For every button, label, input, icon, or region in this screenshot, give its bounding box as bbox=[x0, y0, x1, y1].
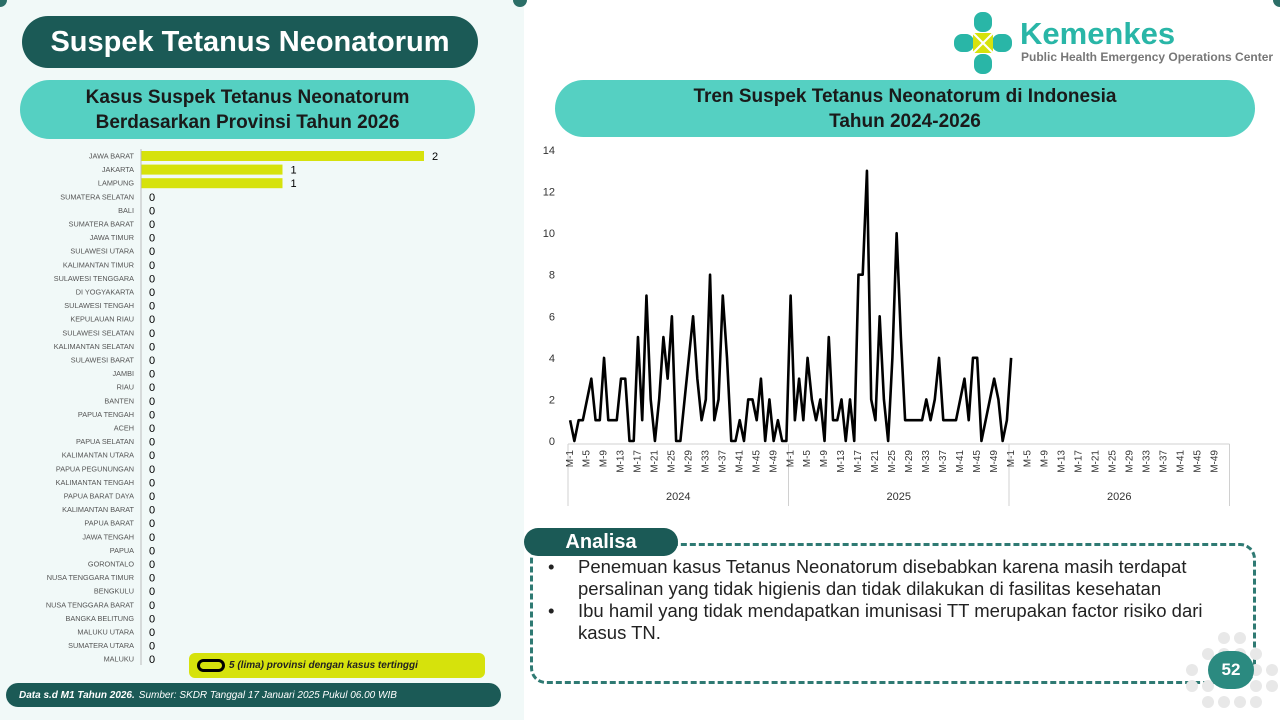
week-tick-label: M-21 bbox=[649, 450, 661, 473]
bar-category-label: PAPUA TENGAH bbox=[77, 409, 134, 419]
bar-category-label: BANGKA BELITUNG bbox=[65, 613, 134, 623]
bar-value-label: 0 bbox=[149, 246, 156, 259]
footer-data-note: Data s.d M1 Tahun 2026. bbox=[19, 689, 135, 701]
bar-category-label: DI YOGYAKARTA bbox=[75, 287, 134, 297]
y-tick-label: 8 bbox=[548, 269, 555, 282]
week-tick-label: M-17 bbox=[632, 450, 644, 473]
bar-category-label: PAPUA BARAT bbox=[84, 518, 134, 528]
footer-source: Sumber: SKDR Tanggal 17 Januari 2025 Pukul 06.00 WIB bbox=[138, 689, 397, 701]
bar-value-label: 0 bbox=[149, 327, 156, 340]
bar-category-label: KALIMANTAN UTARA bbox=[61, 450, 134, 460]
week-tick-label: M-21 bbox=[1090, 450, 1102, 473]
week-tick-label: M-29 bbox=[903, 450, 915, 473]
week-tick-label: M-13 bbox=[615, 450, 627, 473]
bar-value-label: 0 bbox=[149, 300, 156, 313]
footer bbox=[6, 683, 501, 707]
kemenkes-logo-icon bbox=[952, 10, 1016, 76]
bar-value-label: 0 bbox=[149, 409, 156, 422]
week-tick-label: M-1 bbox=[564, 450, 576, 468]
bar-category-label: SUMATERA SELATAN bbox=[60, 192, 134, 202]
bar bbox=[141, 151, 424, 161]
week-tick-label: M-13 bbox=[1056, 450, 1068, 473]
week-tick-label: M-41 bbox=[1175, 450, 1187, 473]
bar-category-label: SULAWESI SELATAN bbox=[62, 328, 134, 338]
bar-value-label: 0 bbox=[149, 491, 156, 503]
week-tick-label: M-5 bbox=[581, 450, 593, 468]
bar-category-label: JAWA TIMUR bbox=[89, 233, 134, 243]
bar-value-label: 0 bbox=[149, 545, 156, 558]
year-label: 2026 bbox=[1107, 491, 1132, 503]
bar-category-label: RIAU bbox=[116, 382, 134, 392]
week-tick-label: M-29 bbox=[683, 450, 695, 473]
bar-category-label: KALIMANTAN SELATAN bbox=[53, 341, 134, 351]
week-tick-label: M-45 bbox=[1192, 450, 1204, 473]
y-tick-label: 12 bbox=[542, 186, 555, 199]
trend-line-chart bbox=[530, 140, 1240, 515]
y-tick-label: 10 bbox=[542, 228, 555, 241]
bar-value-label: 1 bbox=[290, 178, 297, 191]
bar-value-label: 0 bbox=[149, 355, 156, 367]
week-tick-label: M-49 bbox=[768, 450, 780, 473]
week-tick-label: M-25 bbox=[1107, 450, 1119, 473]
bar-value-label: 0 bbox=[149, 572, 156, 585]
bar-category-label: JAWA BARAT bbox=[88, 151, 134, 161]
bar-value-label: 0 bbox=[149, 287, 156, 299]
corner-decoration bbox=[1273, 0, 1280, 7]
week-tick-label: M-37 bbox=[1158, 450, 1170, 473]
bar-category-label: JAKARTA bbox=[101, 165, 134, 175]
bar-value-label: 0 bbox=[149, 518, 156, 531]
week-tick-label: M-33 bbox=[920, 450, 932, 473]
bar-value-label: 0 bbox=[149, 314, 156, 327]
bar-category-label: BENGKULU bbox=[93, 586, 134, 596]
bar-category-label: KALIMANTAN TIMUR bbox=[62, 260, 134, 270]
bar-chart-title-line-1: Kasus Suspek Tetanus Neonatorum bbox=[85, 86, 410, 108]
bar bbox=[141, 165, 283, 175]
bar-value-label: 0 bbox=[149, 463, 156, 476]
bar-value-label: 0 bbox=[149, 613, 156, 626]
bar-category-label: MALUKU bbox=[103, 654, 134, 664]
week-tick-label: M-49 bbox=[1209, 450, 1221, 473]
bar-value-label: 0 bbox=[149, 423, 156, 435]
bar-value-label: 0 bbox=[149, 559, 156, 571]
bar-category-label: NUSA TENGGARA TIMUR bbox=[46, 573, 134, 583]
bar-category-label: PAPUA bbox=[109, 545, 134, 555]
bar-category-label: SUMATERA BARAT bbox=[68, 219, 134, 229]
bar-value-label: 0 bbox=[149, 450, 156, 463]
week-tick-label: M-45 bbox=[751, 450, 763, 473]
page-title: Suspek Tetanus Neonatorum bbox=[22, 16, 478, 68]
bar-value-label: 0 bbox=[149, 531, 156, 544]
line-chart-title-line-2: Tahun 2024-2026 bbox=[829, 110, 981, 132]
week-tick-label: M-45 bbox=[971, 450, 983, 473]
bar-category-label: SULAWESI TENGAH bbox=[64, 301, 134, 311]
bar-category-label: SULAWESI BARAT bbox=[70, 355, 134, 365]
bar-value-label: 0 bbox=[149, 436, 156, 449]
y-tick-label: 14 bbox=[542, 145, 555, 157]
bar-value-label: 0 bbox=[149, 627, 156, 639]
bar-value-label: 0 bbox=[149, 640, 156, 653]
bar-category-label: JAMBI bbox=[112, 369, 134, 379]
week-tick-label: M-37 bbox=[937, 450, 949, 473]
bar-category-label: JAWA TENGAH bbox=[82, 532, 134, 542]
week-tick-label: M-1 bbox=[1005, 450, 1017, 468]
bar-value-label: 0 bbox=[149, 395, 156, 408]
week-tick-label: M-37 bbox=[717, 450, 729, 473]
legend-text: 5 (lima) provinsi dengan kasus tertinggi bbox=[229, 660, 418, 671]
bar-value-label: 0 bbox=[149, 477, 156, 490]
bar-value-label: 0 bbox=[149, 273, 156, 286]
week-tick-label: M-5 bbox=[1022, 450, 1034, 468]
bar-value-label: 0 bbox=[149, 191, 156, 204]
analysis-list bbox=[548, 556, 1238, 644]
bar-category-label: SULAWESI UTARA bbox=[70, 246, 134, 256]
analysis-label: Analisa bbox=[524, 528, 678, 556]
bar-category-label: KEPULAUAN RIAU bbox=[70, 314, 134, 324]
legend-swatch bbox=[197, 659, 225, 672]
week-tick-label: M-1 bbox=[785, 450, 797, 468]
y-tick-label: 0 bbox=[548, 436, 555, 448]
bar-category-label: BANTEN bbox=[104, 396, 134, 406]
bar-category-label: LAMPUNG bbox=[97, 178, 134, 188]
bar-value-label: 2 bbox=[432, 151, 439, 163]
bar-value-label: 0 bbox=[149, 205, 156, 218]
bar-category-label: ACEH bbox=[113, 423, 134, 433]
week-tick-label: M-21 bbox=[870, 450, 882, 473]
week-tick-label: M-41 bbox=[954, 450, 966, 473]
province-bar-chart bbox=[0, 145, 520, 665]
bar-value-label: 0 bbox=[149, 654, 156, 665]
week-tick-label: M-9 bbox=[598, 450, 610, 468]
line-chart-title bbox=[555, 80, 1255, 137]
bar-category-label: MALUKU UTARA bbox=[77, 627, 134, 637]
week-tick-label: M-13 bbox=[836, 450, 848, 473]
bar-value-label: 0 bbox=[149, 259, 156, 272]
week-tick-label: M-25 bbox=[887, 450, 899, 473]
week-tick-label: M-33 bbox=[1141, 450, 1153, 473]
week-tick-label: M-17 bbox=[1073, 450, 1085, 473]
bar-value-label: 0 bbox=[149, 382, 156, 395]
week-tick-label: M-41 bbox=[734, 450, 746, 473]
week-tick-label: M-17 bbox=[853, 450, 865, 473]
bar bbox=[141, 178, 283, 188]
kemenkes-logo bbox=[952, 10, 1272, 76]
analysis-point: • Ibu hamil yang tidak mendapatkan imunisasi TT merupakan factor risiko dari kasus TN. bbox=[548, 600, 1238, 644]
page-number: 52 bbox=[1208, 651, 1254, 689]
bar-category-label: KALIMANTAN BARAT bbox=[62, 505, 134, 515]
line-chart-title-line-1: Tren Suspek Tetanus Neonatorum di Indonesia bbox=[693, 85, 1117, 107]
bar-category-label: GORONTALO bbox=[87, 559, 134, 569]
y-tick-label: 2 bbox=[548, 394, 555, 407]
week-tick-label: M-49 bbox=[988, 450, 1000, 473]
bar-category-label: PAPUA PEGUNUNGAN bbox=[55, 464, 134, 474]
logo-name: Kemenkes bbox=[1020, 16, 1176, 51]
analysis-point: • Penemuan kasus Tetanus Neonatorum disebabkan karena masih terdapat persalinan yang tidak higienis dan tidak dilakukan di fasilitas kesehatan bbox=[548, 556, 1238, 600]
bar-category-label: NUSA TENGGARA BARAT bbox=[45, 600, 134, 610]
week-tick-label: M-9 bbox=[819, 450, 831, 468]
bar-category-label: SULAWESI TENGGARA bbox=[53, 273, 134, 283]
bar-chart-title bbox=[20, 80, 475, 139]
bar-value-label: 0 bbox=[149, 368, 156, 381]
year-label: 2025 bbox=[886, 491, 911, 503]
week-tick-label: M-33 bbox=[700, 450, 712, 473]
bar-category-label: KALIMANTAN TENGAH bbox=[55, 477, 134, 487]
bar-value-label: 1 bbox=[290, 164, 297, 177]
bar-value-label: 0 bbox=[149, 232, 156, 245]
year-label: 2024 bbox=[666, 491, 691, 503]
week-tick-label: M-9 bbox=[1039, 450, 1051, 468]
bar-chart-title-line-2: Berdasarkan Provinsi Tahun 2026 bbox=[95, 111, 400, 133]
week-tick-label: M-25 bbox=[666, 450, 678, 473]
bar-value-label: 0 bbox=[149, 599, 156, 612]
bar-value-label: 0 bbox=[149, 219, 156, 231]
legend bbox=[189, 653, 485, 678]
bar-value-label: 0 bbox=[149, 586, 156, 599]
bar-category-label: SUMATERA UTARA bbox=[68, 641, 134, 651]
bar-category-label: PAPUA SELATAN bbox=[76, 437, 134, 447]
y-tick-label: 6 bbox=[548, 311, 555, 324]
bar-value-label: 0 bbox=[149, 341, 156, 354]
bar-category-label: BALI bbox=[118, 205, 134, 215]
bar-value-label: 0 bbox=[149, 504, 156, 517]
week-tick-label: M-29 bbox=[1124, 450, 1136, 473]
bar-category-label: PAPUA BARAT DAYA bbox=[63, 491, 134, 501]
series-line bbox=[570, 171, 1011, 441]
week-tick-label: M-5 bbox=[802, 450, 814, 468]
y-tick-label: 4 bbox=[548, 352, 555, 365]
logo-subtitle: Public Health Emergency Operations Center bbox=[1021, 50, 1274, 64]
